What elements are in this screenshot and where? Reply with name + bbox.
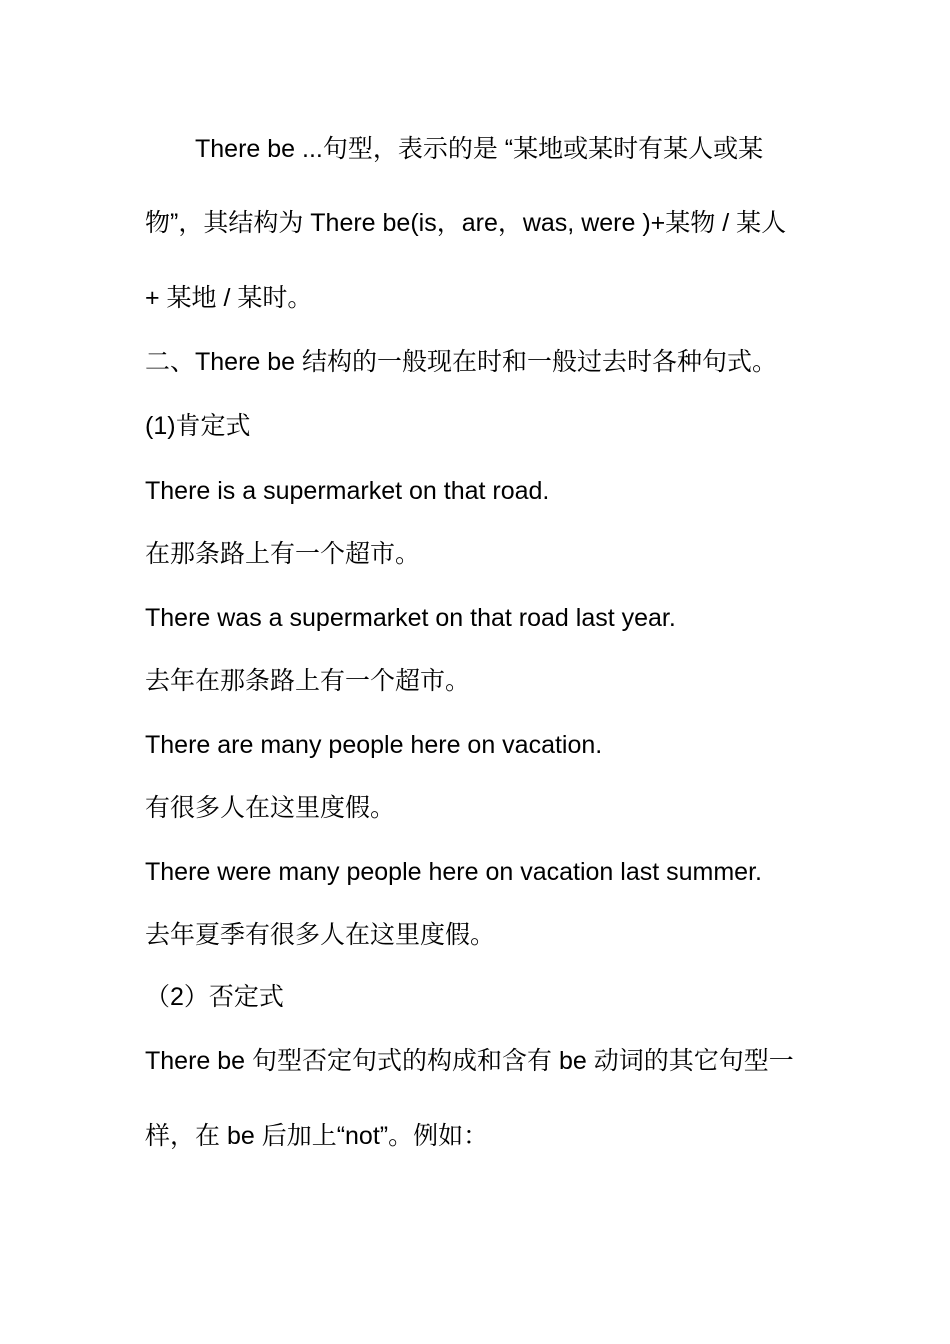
negative-desc-line-2: 样，在 be 后加上“not”。例如：: [145, 1122, 489, 1150]
example-zh: 在那条路上有一个超市。: [145, 540, 421, 568]
example-en: There was a supermarket on that road last year.: [145, 604, 676, 632]
negative-label: （2）否定式: [145, 983, 284, 1011]
example-zh: 去年夏季有很多人在这里度假。: [145, 921, 496, 949]
negative-desc-line-1: There be 句型否定句式的构成和含有 be 动词的其它句型一: [145, 1047, 794, 1075]
intro-line-3: + 某地 / 某时。: [145, 284, 313, 312]
intro-line-2: 物”，其结构为 There be(is，are，was, were )+某物 / 某人: [145, 209, 787, 237]
intro-line-1: There be ...句型，表示的是 “某地或某时有某人或某: [195, 135, 764, 163]
example-zh: 有很多人在这里度假。: [145, 794, 396, 822]
affirmative-label: (1)肯定式: [145, 412, 251, 440]
example-en: There is a supermarket on that road.: [145, 477, 550, 505]
example-zh: 去年在那条路上有一个超市。: [145, 667, 471, 695]
section-heading: 二、There be 结构的一般现在时和一般过去时各种句式。: [145, 348, 778, 376]
example-en: There are many people here on vacation.: [145, 731, 603, 759]
example-en: There were many people here on vacation last summer.: [145, 858, 762, 886]
